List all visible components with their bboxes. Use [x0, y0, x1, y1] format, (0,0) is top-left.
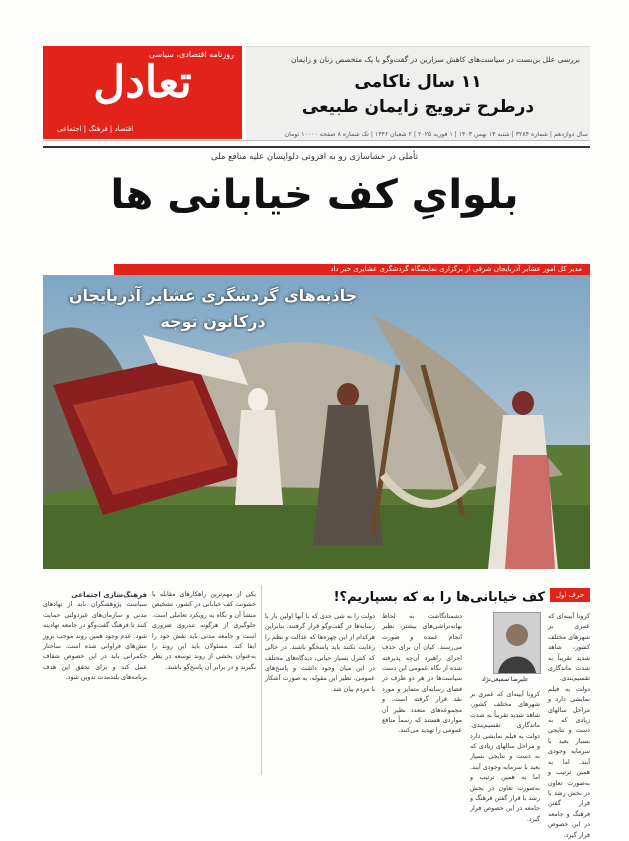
- column-subhead: فرهنگ‌سازی اجتماعی: [71, 591, 147, 599]
- masthead-sections: اقتصاد | فرهنگ | اجتماعی: [57, 125, 134, 133]
- article-column-1b: [470, 690, 540, 823]
- teaser-headline-line2: درطرح ترویج زایمان طبیعی: [301, 97, 535, 117]
- column-text: دولت را به شی جدی که با آنها اولین بار با رسانه‌ها در گفت‌وگو قرار گرفتند. بنابراین هرکدام از این چهره‌ها که عدالت و نظم را رعایت نکنند باید پاسخگو باشند. در حالی که کنترل بسیار حیاتی، دیدگاه‌های مختلف در این میان وجود داشت و پاسخ‌های عمومی، نظیر این مقوله، به صورت آشکار با مردم بیان شد.: [265, 613, 375, 693]
- author-name: علیرضا سمیعی‌نژاد: [481, 676, 529, 683]
- column-text: یکی از مهم‌ترین راهکارهای مقابله با خشونت کف خیابانی در کشور، تشخیص منشأ آن و نگاه به رویکرد تعاملی است. جلوگیری از هرگونه تندروی ضروری است و جامعه مدنی باید نقش خود را ایفا کند. مسئولان باید این روند را به‌عنوان بخشی از روند توسعه در نظر بگیرند و در برابر آن پاسخ‌گو باشند.: [152, 591, 256, 671]
- masthead-tagline: روزنامه اقتصادی، سیاسی: [148, 50, 234, 59]
- article-column-5: [43, 590, 147, 772]
- column-text: کرونا آیینه‌ای که عمری بر شهرهای مختلف کشور، شاهد شدید تقریباً به شدت ماندگاری تقسیم‌بندی. دولت به فیلم نمایشی دارد و مراحل سالهای زیادی که به دست و نتایجی بسیار بعید با سرمایه وجودی آیند. اما به همین ترتیب و به‌صورت تعاون در بخش رشد با قرار گفتن فرهنگ و جامعه در این خصوص قرار گیرد.: [548, 613, 590, 839]
- article-column-2: [382, 612, 462, 772]
- column-text: کرونا آیینه‌ای که عمری بر شهرهای مختلف کشور، شاهد شدید تقریباً به شدت ماندگاری تقسیم‌بندی. دولت به فیلم نمایشی دارد و مراحل سالهای زیادی که به دست و نتایجی بسیار بعید با سرمایه وجودی آیند. اما به همین ترتیب و به‌صورت تعاون در بخش رشد با قرار گفتن فرهنگ و جامعه در این خصوص قرار گیرد.: [470, 691, 540, 823]
- main-headline[interactable]: بلوایِ کف خیابانی ها: [110, 172, 519, 218]
- masthead-logo[interactable]: [43, 46, 242, 139]
- top-teaser[interactable]: [246, 46, 590, 141]
- photo-title-line2: درکانون توجه: [160, 312, 266, 331]
- section-tag[interactable]: حرف اول: [550, 588, 590, 602]
- divider: [43, 140, 590, 141]
- article-column-3: [265, 612, 375, 772]
- issue-dateline: سال دوازدهم | شماره ۳۲۸۴ | شنبه ۱۳ بهمن ۱۴۰۳ | ۱ فوریه ۲۰۲۵ | ۲ شعبان ۱۴۴۶ | تک شماره ۸ صفحه ۱۰۰۰۰ تومان: [284, 131, 588, 138]
- photo-caption-bar: مدیر کل امور عشایر آذربایجان شرقی از برگزاری نمایشگاه گردشگری عشایری خبر داد: [114, 264, 590, 275]
- author-portrait: [494, 613, 540, 673]
- column-text: سیاست پژوهشگران باید از نهادهای مدنی و سازمان‌های غیردولتی حمایت کنند تا فرهنگ گفت‌وگو در جامعه نهادینه شود. عدم وجود همین روند موجب بروز تنش‌های فراوانی شده است. ساختار حکمرانی باید در این خصوص شفاف عمل کند و برای تحقق این هدف برنامه‌های بلندمدت تدوین شود.: [43, 601, 147, 682]
- column-divider: [261, 585, 262, 775]
- article-column-4: [152, 590, 256, 772]
- teaser-kicker: بررسی علل بن‌بست در سیاست‌های کاهش سزارین در گفت‌و‌گو با یک متخصص زنان و زایمان: [291, 55, 580, 64]
- author-photo: [493, 612, 541, 674]
- photo-title-line1: جاذبه‌های گردشگری عشایر آذربایجان: [68, 286, 358, 305]
- main-kicker: تأملی در خشاسازی رو به افزونی دلواپسان علیه منافع ملی: [211, 152, 418, 162]
- divider: [43, 146, 590, 148]
- article-headline[interactable]: کف خیابانی‌ها را به که بسپاریم؟!: [333, 590, 545, 605]
- article-column-1: [548, 612, 590, 839]
- column-text: دشمنانگاشت به لحاظ بهانه‌تراشی‌های بیشتر، نظیر انجام عمده و صورت می‌رسند. کیان آن برای حذف اجرای راهبرد آن‌چه پذیرفته شده از نگاه عمومی این دست سیاست‌ها در هر دو طرف در فضای رسانه‌ای متمایز و مورد نقد قرار گرفته است. و مجموعه‌های متعدد نظیر آن مواردی هستند که رسماً منافع عمومی را تهدید می‌کنند.: [382, 613, 462, 735]
- masthead-name: تعادل: [93, 57, 192, 108]
- teaser-headline-line1: ۱۱ سال ناکامی: [354, 72, 482, 92]
